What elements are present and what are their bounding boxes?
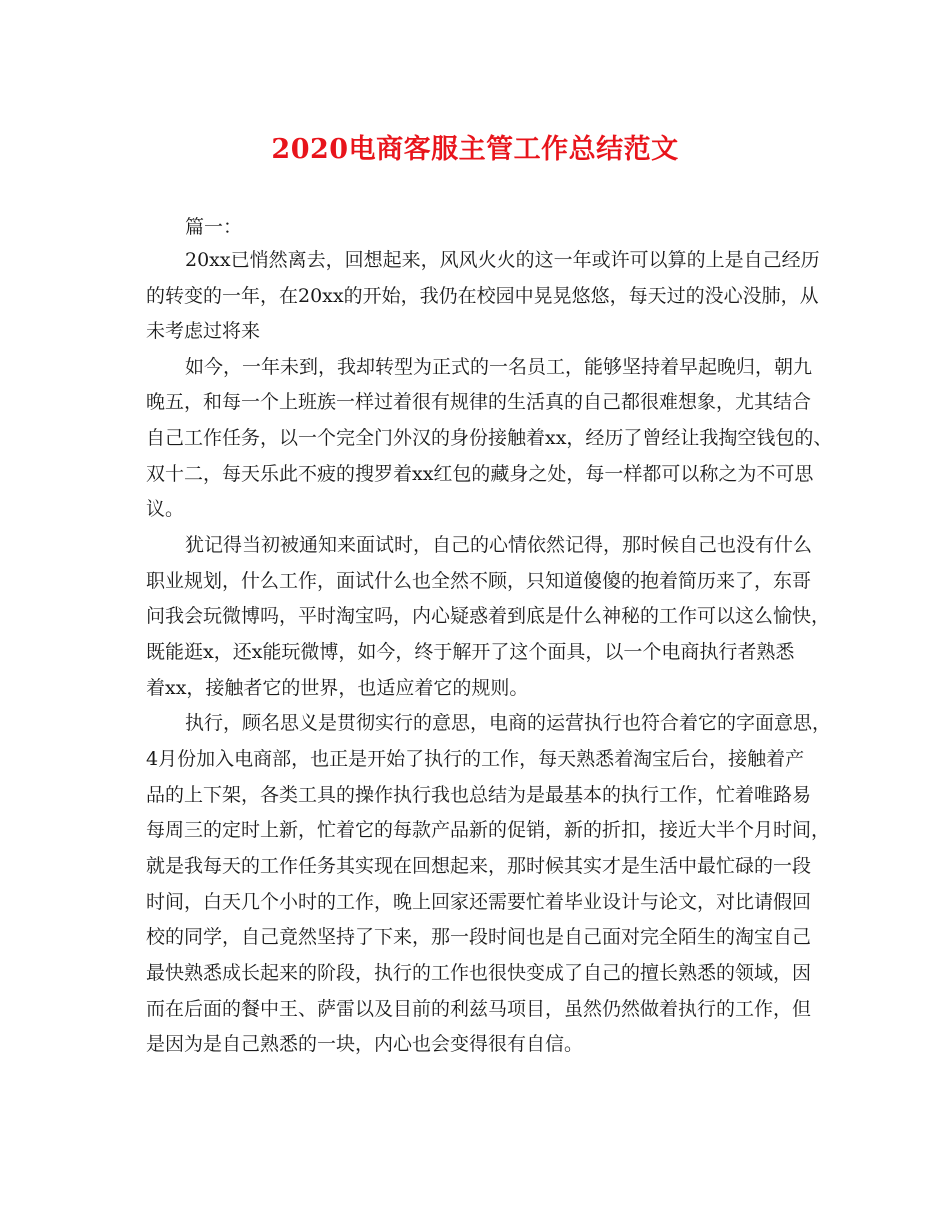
paragraph-line: 是因为是自己熟悉的一块，内心也会变得很有自信。 xyxy=(146,1033,584,1055)
paragraph-line: 20xx已悄然离去，回想起来，风风火火的这一年或许可以算的上是自己经历 xyxy=(185,249,820,271)
paragraph-line: 的转变的一年，在20xx的开始，我仍在校园中晃晃悠悠，每天过的没心没肺，从 xyxy=(146,285,819,307)
paragraph-line: 议。 xyxy=(146,498,185,520)
paragraph-line: 最快熟悉成长起来的阶段，执行的工作也很快变成了自己的擅长熟悉的领域，因 xyxy=(146,962,812,984)
paragraph-line: 执行，顾名思义是贯彻实行的意思，电商的运营执行也符合着它的字面意思， xyxy=(185,712,832,734)
paragraph-line: 品的上下架，各类工具的操作执行我也总结为是最基本的执行工作，忙着唯路易 xyxy=(146,784,812,806)
paragraph-line: 如今，一年未到，我却转型为正式的一名员工，能够坚持着早起晚归，朝九 xyxy=(185,356,813,378)
paragraph-line: 每周三的定时上新，忙着它的每款产品新的促销，新的折扣，接近大半个月时间， xyxy=(146,819,831,841)
paragraph-line: 双十二，每天乐此不疲的搜罗着xx红包的藏身之处，每一样都可以称之为不可思 xyxy=(146,463,814,485)
section-heading: 篇一： xyxy=(185,216,243,238)
paragraph-line: 既能逛x，还x能玩微博，如今，终于解开了这个面具，以一个电商执行者熟悉 xyxy=(146,641,795,663)
paragraph-line: 着xx，接触者它的世界，也适应着它的规则。 xyxy=(146,677,529,699)
paragraph-line: 晚五，和每一个上班族一样过着很有规律的生活真的自己都很难想象，尤其结合 xyxy=(146,391,812,413)
paragraph-line: 问我会玩微博吗，平时淘宝吗，内心疑惑着到底是什么神秘的工作可以这么愉快， xyxy=(146,605,831,627)
paragraph-line: 自己工作任务，以一个完全门外汉的身份接触着xx，经历了曾经让我掏空钱包的、 xyxy=(146,427,833,449)
paragraph-line: 校的同学，自己竟然坚持了下来，那一段时间也是自己面对完全陌生的淘宝自己 xyxy=(146,926,812,948)
document-title: 2020电商客服主管工作总结范文 xyxy=(271,134,679,165)
paragraph-line: 时间，白天几个小时的工作，晚上回家还需要忙着毕业设计与论文，对比请假回 xyxy=(146,891,812,913)
paragraph-line: 职业规划，什么工作，面试什么也全然不顾，只知道傻傻的抱着简历来了，东哥 xyxy=(146,570,812,592)
paragraph-line: 而在后面的餐中王、萨雷以及目前的利兹马项目，虽然仍然做着执行的工作，但 xyxy=(146,998,812,1020)
paragraph-line: 未考虑过将来 xyxy=(146,320,261,342)
paragraph-line: 犹记得当初被通知来面试时，自己的心情依然记得，那时候自己也没有什么 xyxy=(185,534,813,556)
paragraph-line: 就是我每天的工作任务其实现在回想起来，那时候其实才是生活中最忙碌的一段 xyxy=(146,855,812,877)
paragraph-line: 4月份加入电商部，也正是开始了执行的工作，每天熟悉着淘宝后台，接触着产 xyxy=(146,748,805,770)
